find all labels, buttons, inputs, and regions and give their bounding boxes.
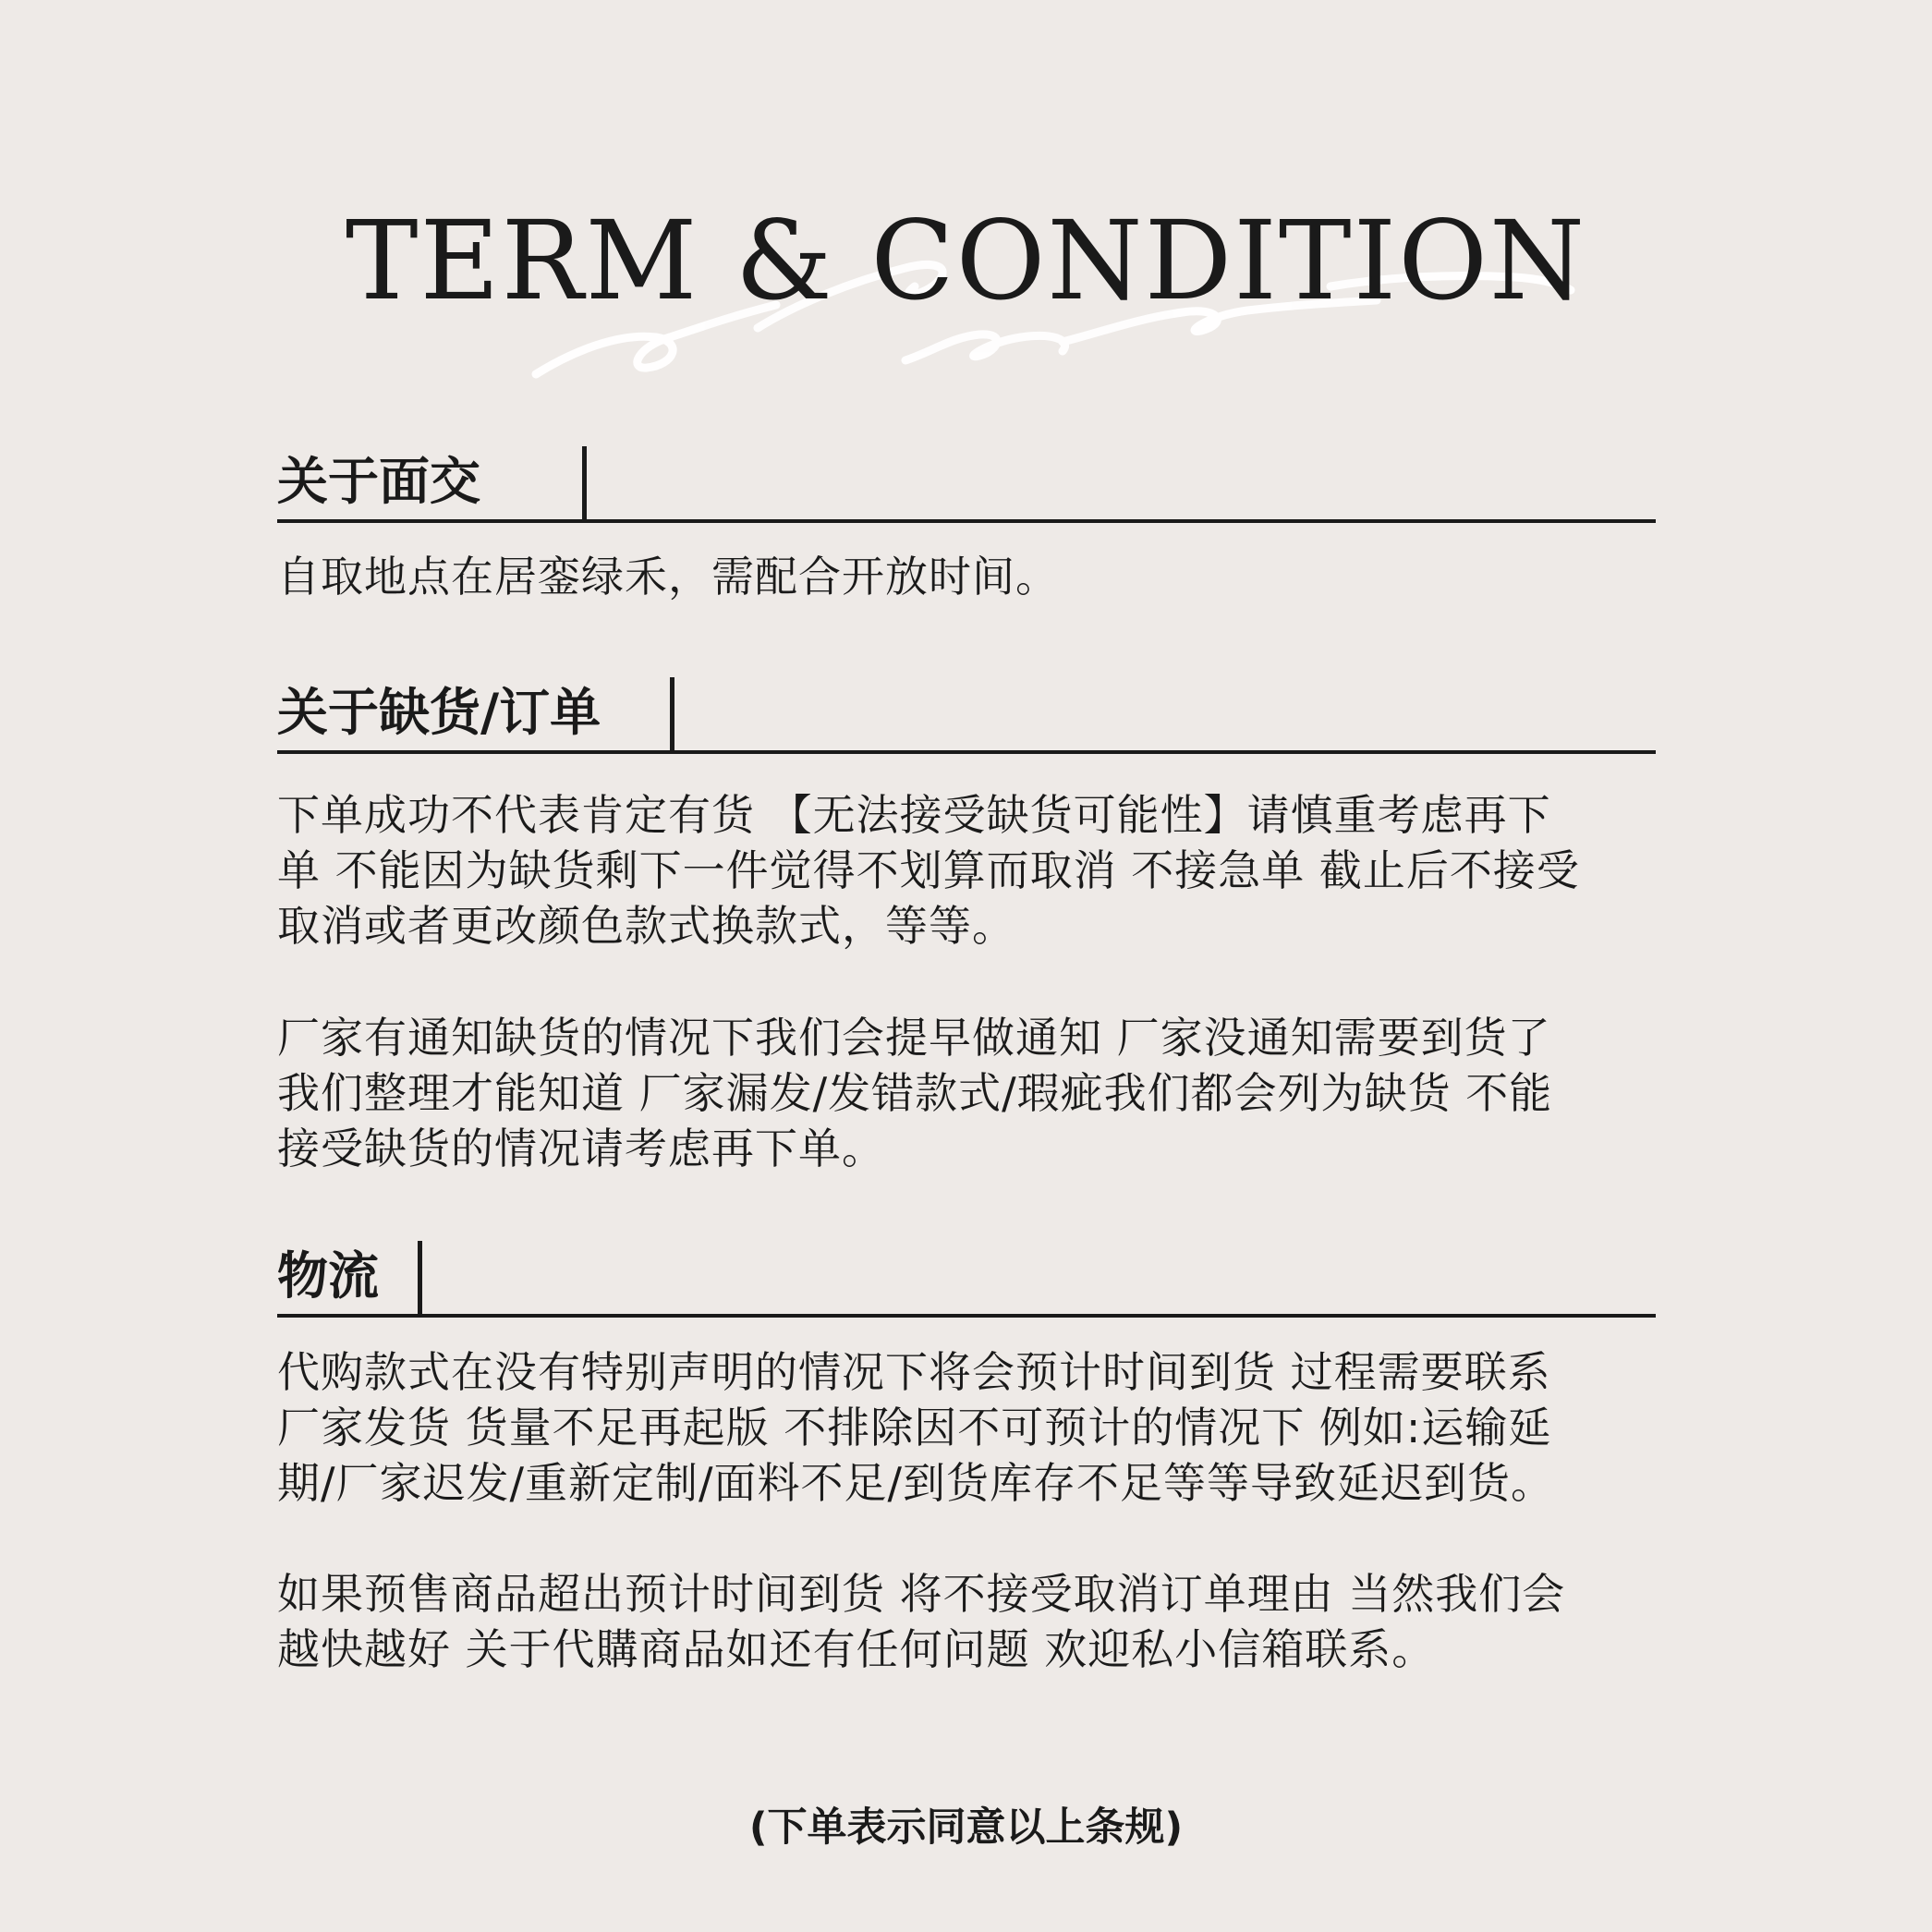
- section-heading: 关于缺货/订单: [277, 682, 601, 742]
- text-line: 取消或者更改颜色款式换款式，等等。: [277, 901, 1015, 951]
- heading-underline: [277, 750, 1656, 754]
- paragraph: [277, 1344, 1663, 1511]
- text-line: 接受缺货的情况请考虑再下单。: [277, 1124, 885, 1173]
- text-line: 如果预售商品超出预计时间到货 将不接受取消订单理由 当然我们会: [277, 1569, 1566, 1619]
- text-line: 厂家有通知缺货的情况下我们会提早做通知 厂家没通知需要到货了: [277, 1013, 1551, 1063]
- heading-divider: [582, 446, 587, 520]
- text-line: 越快越好 关于代購商品如还有任何问题 欢迎私小信箱联系。: [277, 1624, 1436, 1674]
- heading-underline: [277, 519, 1656, 523]
- text-line: 自取地点在居銮绿禾，需配合开放时间。: [277, 552, 1059, 601]
- section-header-logistics: [277, 1236, 1656, 1315]
- text-line: 代购款式在没有特别声明的情况下将会预计时间到货 过程需要联系: [277, 1347, 1551, 1397]
- text-line: 我们整理才能知道 厂家漏发/发错款式/瑕疵我们都会列为缺货 不能: [277, 1068, 1553, 1118]
- section-header-stock-order: [277, 673, 1656, 751]
- paragraph: [277, 787, 1663, 954]
- paragraph: [277, 549, 1663, 604]
- section-header-pickup: [277, 442, 1656, 520]
- text-line: 期/厂家迟发/重新定制/面料不足/到货库存不足等等导致延迟到货。: [277, 1458, 1554, 1508]
- page-title: TERM & CONDITION: [345, 197, 1587, 324]
- paragraph: [277, 1566, 1663, 1677]
- section-heading: 物流: [277, 1245, 380, 1306]
- footer-agreement-note: (下单表示同意以上条规): [748, 1804, 1184, 1851]
- paragraph: [277, 1010, 1663, 1176]
- text-line: 厂家发货 货量不足再起版 不排除因不可预计的情况下 例如:运输延: [277, 1403, 1552, 1452]
- heading-divider: [418, 1241, 422, 1315]
- section-heading: 关于面交: [277, 451, 481, 511]
- heading-underline: [277, 1314, 1656, 1318]
- text-line: 下单成功不代表肯定有货 【无法接受缺货可能性】请慎重考虑再下: [277, 790, 1551, 840]
- text-line: 单 不能因为缺货剩下一件觉得不划算而取消 不接急单 截止后不接受: [277, 845, 1580, 895]
- heading-divider: [670, 677, 674, 751]
- title-block: [0, 185, 1932, 370]
